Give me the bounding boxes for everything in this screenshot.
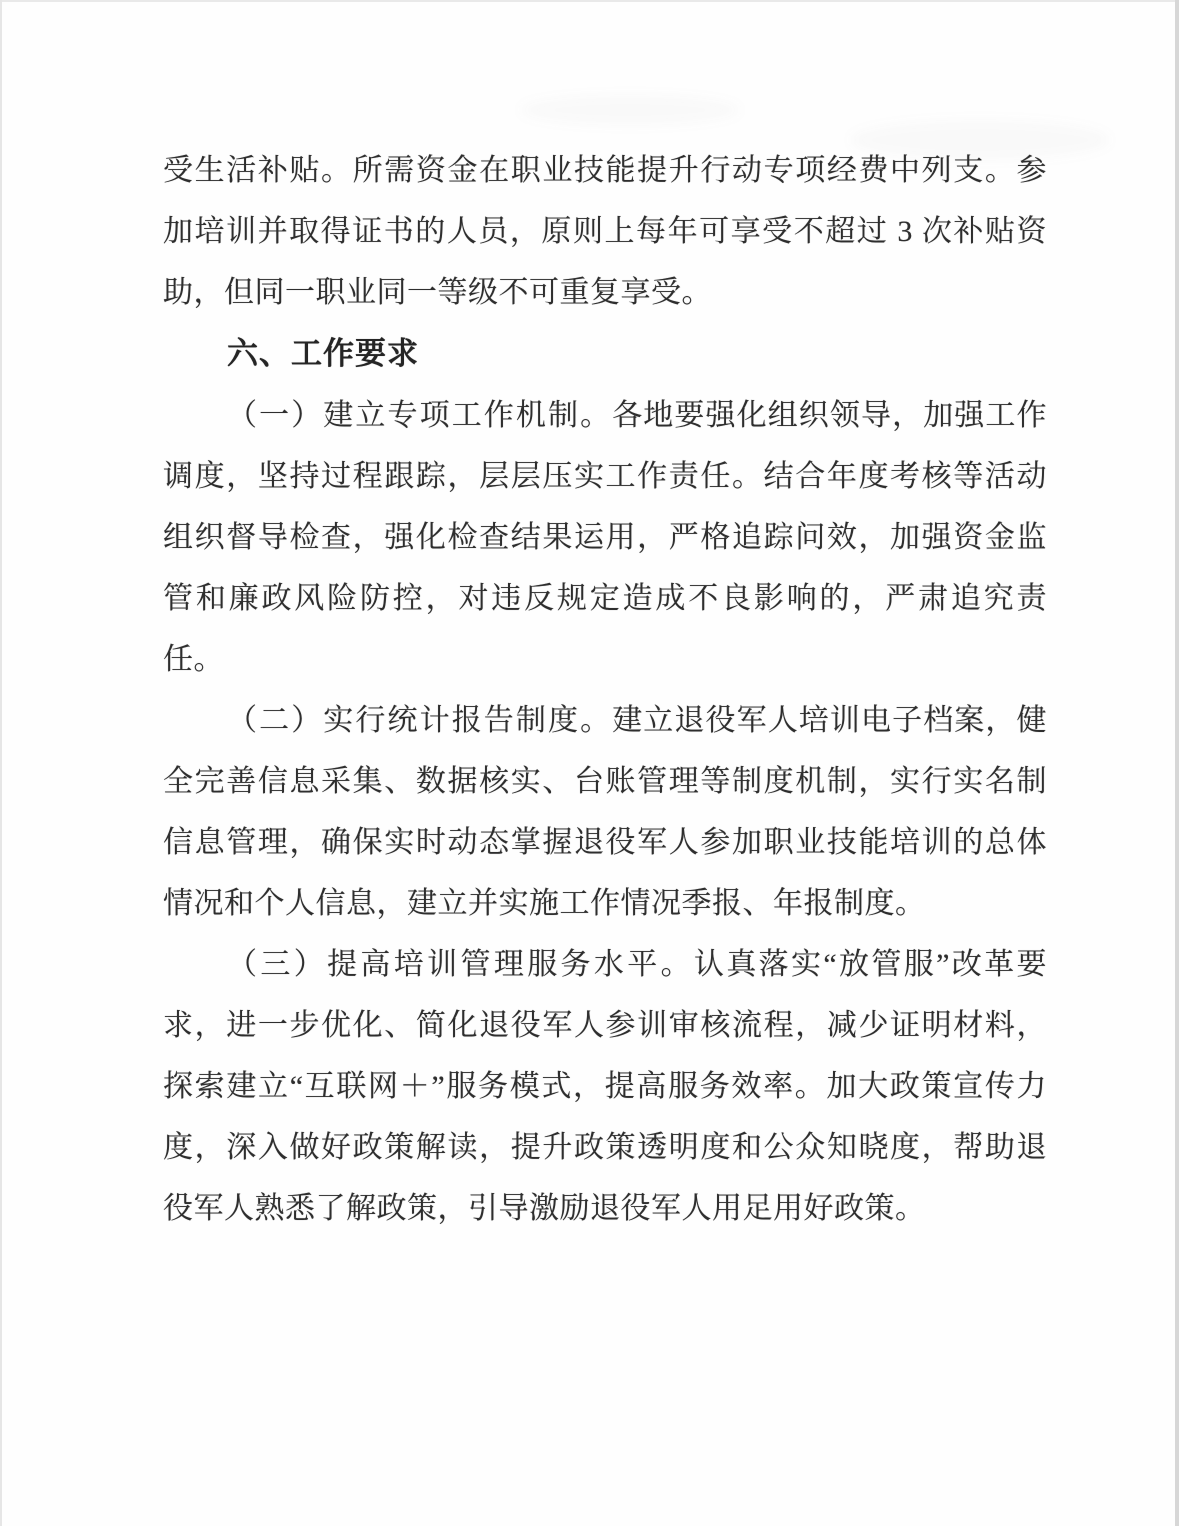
scan-smudge	[520, 95, 740, 125]
paragraph-subsidy-continuation: 受生活补贴。所需资金在职业技能提升行动专项经费中列支。参加培训并取得证书的人员，原则上每年可享受不超过 3 次补贴资助，但同一职业同一等级不可重复享受。	[163, 154, 1047, 309]
scan-edge-left	[0, 0, 2, 1526]
paragraph-item-1-lead: （一）建立专项工作机制。	[227, 399, 613, 432]
section-heading-work-requirements: 六、工作要求	[227, 336, 419, 371]
paragraph-item-3-text: 认真落实“放管服”改革要求，进一步优化、简化退役军人参训审核流程，减少证明材料，探索建立“互联网＋”服务模式，提高服务效率。加大政策宣传力度，深入做好政策解读，提升政策透明度和公众知晓度，帮助退役军人熟悉了解政策，引导激励退役军人用足用好政策。	[163, 948, 1047, 1225]
paragraph-item-3-lead: （三）提高培训管理服务水平。	[227, 948, 694, 981]
paragraph-item-1	[163, 385, 1047, 690]
paragraph-item-2-text: 建立退役军人培训电子档案，健全完善信息采集、数据核实、台账管理等制度机制，实行实名制信息管理，确保实时动态掌握退役军人参加职业技能培训的总体情况和个人信息，建立并实施工作情况季报、年报制度。	[163, 704, 1048, 920]
scan-edge-right	[1175, 0, 1179, 1526]
document-text-block	[163, 140, 1047, 1239]
paragraph-item-2-lead: （二）实行统计报告制度。	[227, 704, 613, 737]
paragraph-item-1-text: 各地要强化组织领导，加强工作调度，坚持过程跟踪，层层压实工作责任。结合年度考核等活动组织督导检查，强化检查结果运用，严格追踪问效，加强资金监管和廉政风险防控，对违反规定造成不良影响的，严肃追究责任。	[163, 399, 1048, 676]
scan-edge-top	[0, 0, 1179, 2]
paragraph-item-3	[163, 934, 1047, 1239]
paragraph-item-2	[163, 690, 1047, 934]
